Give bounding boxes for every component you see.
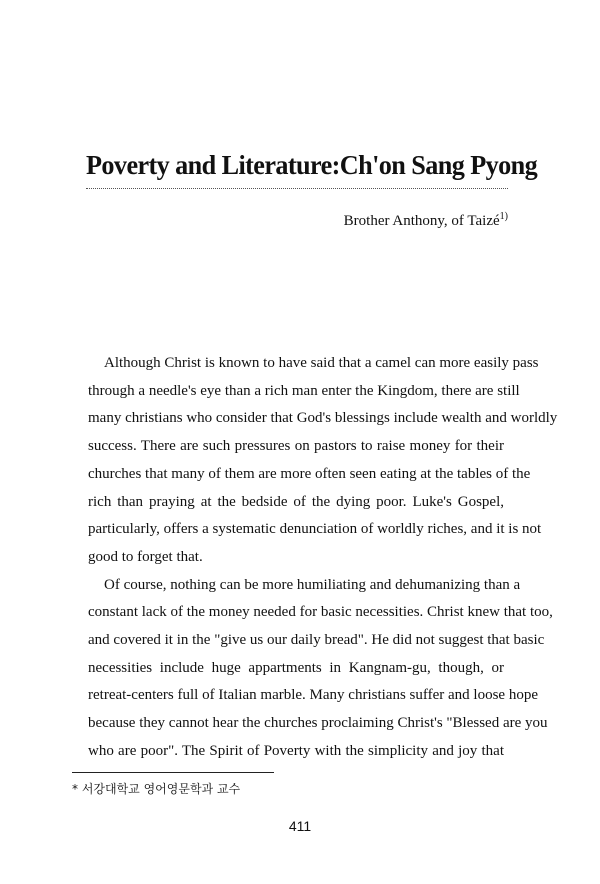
text-line: particularly, offers a systematic denunciation of worldly riches, and it is not: [88, 521, 542, 538]
text-line: necessities include huge appartments in Kangnam-gu, though, or: [88, 659, 504, 676]
text-line: constant lack of the money needed for basic necessities. Christ knew that too,: [88, 604, 553, 621]
text-line: Although Christ is known to have said that a camel can more easily pass: [104, 355, 539, 371]
author-byline: [344, 211, 508, 230]
author-name: Brother Anthony, of Taizé: [343, 213, 500, 229]
text-line: through a needle's eye than a rich man enter the Kingdom, there are still: [88, 382, 520, 399]
page-number: 411: [288, 818, 312, 834]
title-divider: [86, 188, 508, 189]
text-line: retreat-centers full of Italian marble. Many christians suffer and loose hope: [88, 687, 538, 704]
text-line: good to forget that.: [88, 548, 203, 565]
text-line: rich than praying at the bedside of the dying poor. Luke's Gospel,: [88, 493, 504, 510]
paragraph-2: [72, 572, 553, 766]
text-line: many christians who consider that God's blessings include wealth and worldly: [88, 410, 558, 427]
article-title: Poverty and Literature:Ch'on Sang Pyong: [86, 150, 538, 180]
article-body: [72, 350, 558, 766]
text-line: who are poor". The Spirit of Poverty with the simplicity and joy that: [88, 742, 504, 759]
text-line: because they cannot hear the churches proclaiming Christ's "Blessed are you: [88, 715, 548, 732]
text-line: success. There are such pressures on pastors to raise money for their: [88, 438, 504, 455]
footnote: * 서강대학교 영어영문학과 교수: [72, 782, 241, 796]
footnote-divider: [72, 772, 274, 773]
text-line: Of course, nothing can be more humiliating and dehumanizing than a: [104, 576, 521, 593]
paragraph-1: [72, 350, 558, 572]
author-footnote-mark: 1): [499, 211, 508, 222]
text-line: churches that many of them are more often seen eating at the tables of the: [88, 465, 531, 482]
text-line: and covered it in the "give us our daily bread". He did not suggest that basic: [88, 632, 545, 649]
